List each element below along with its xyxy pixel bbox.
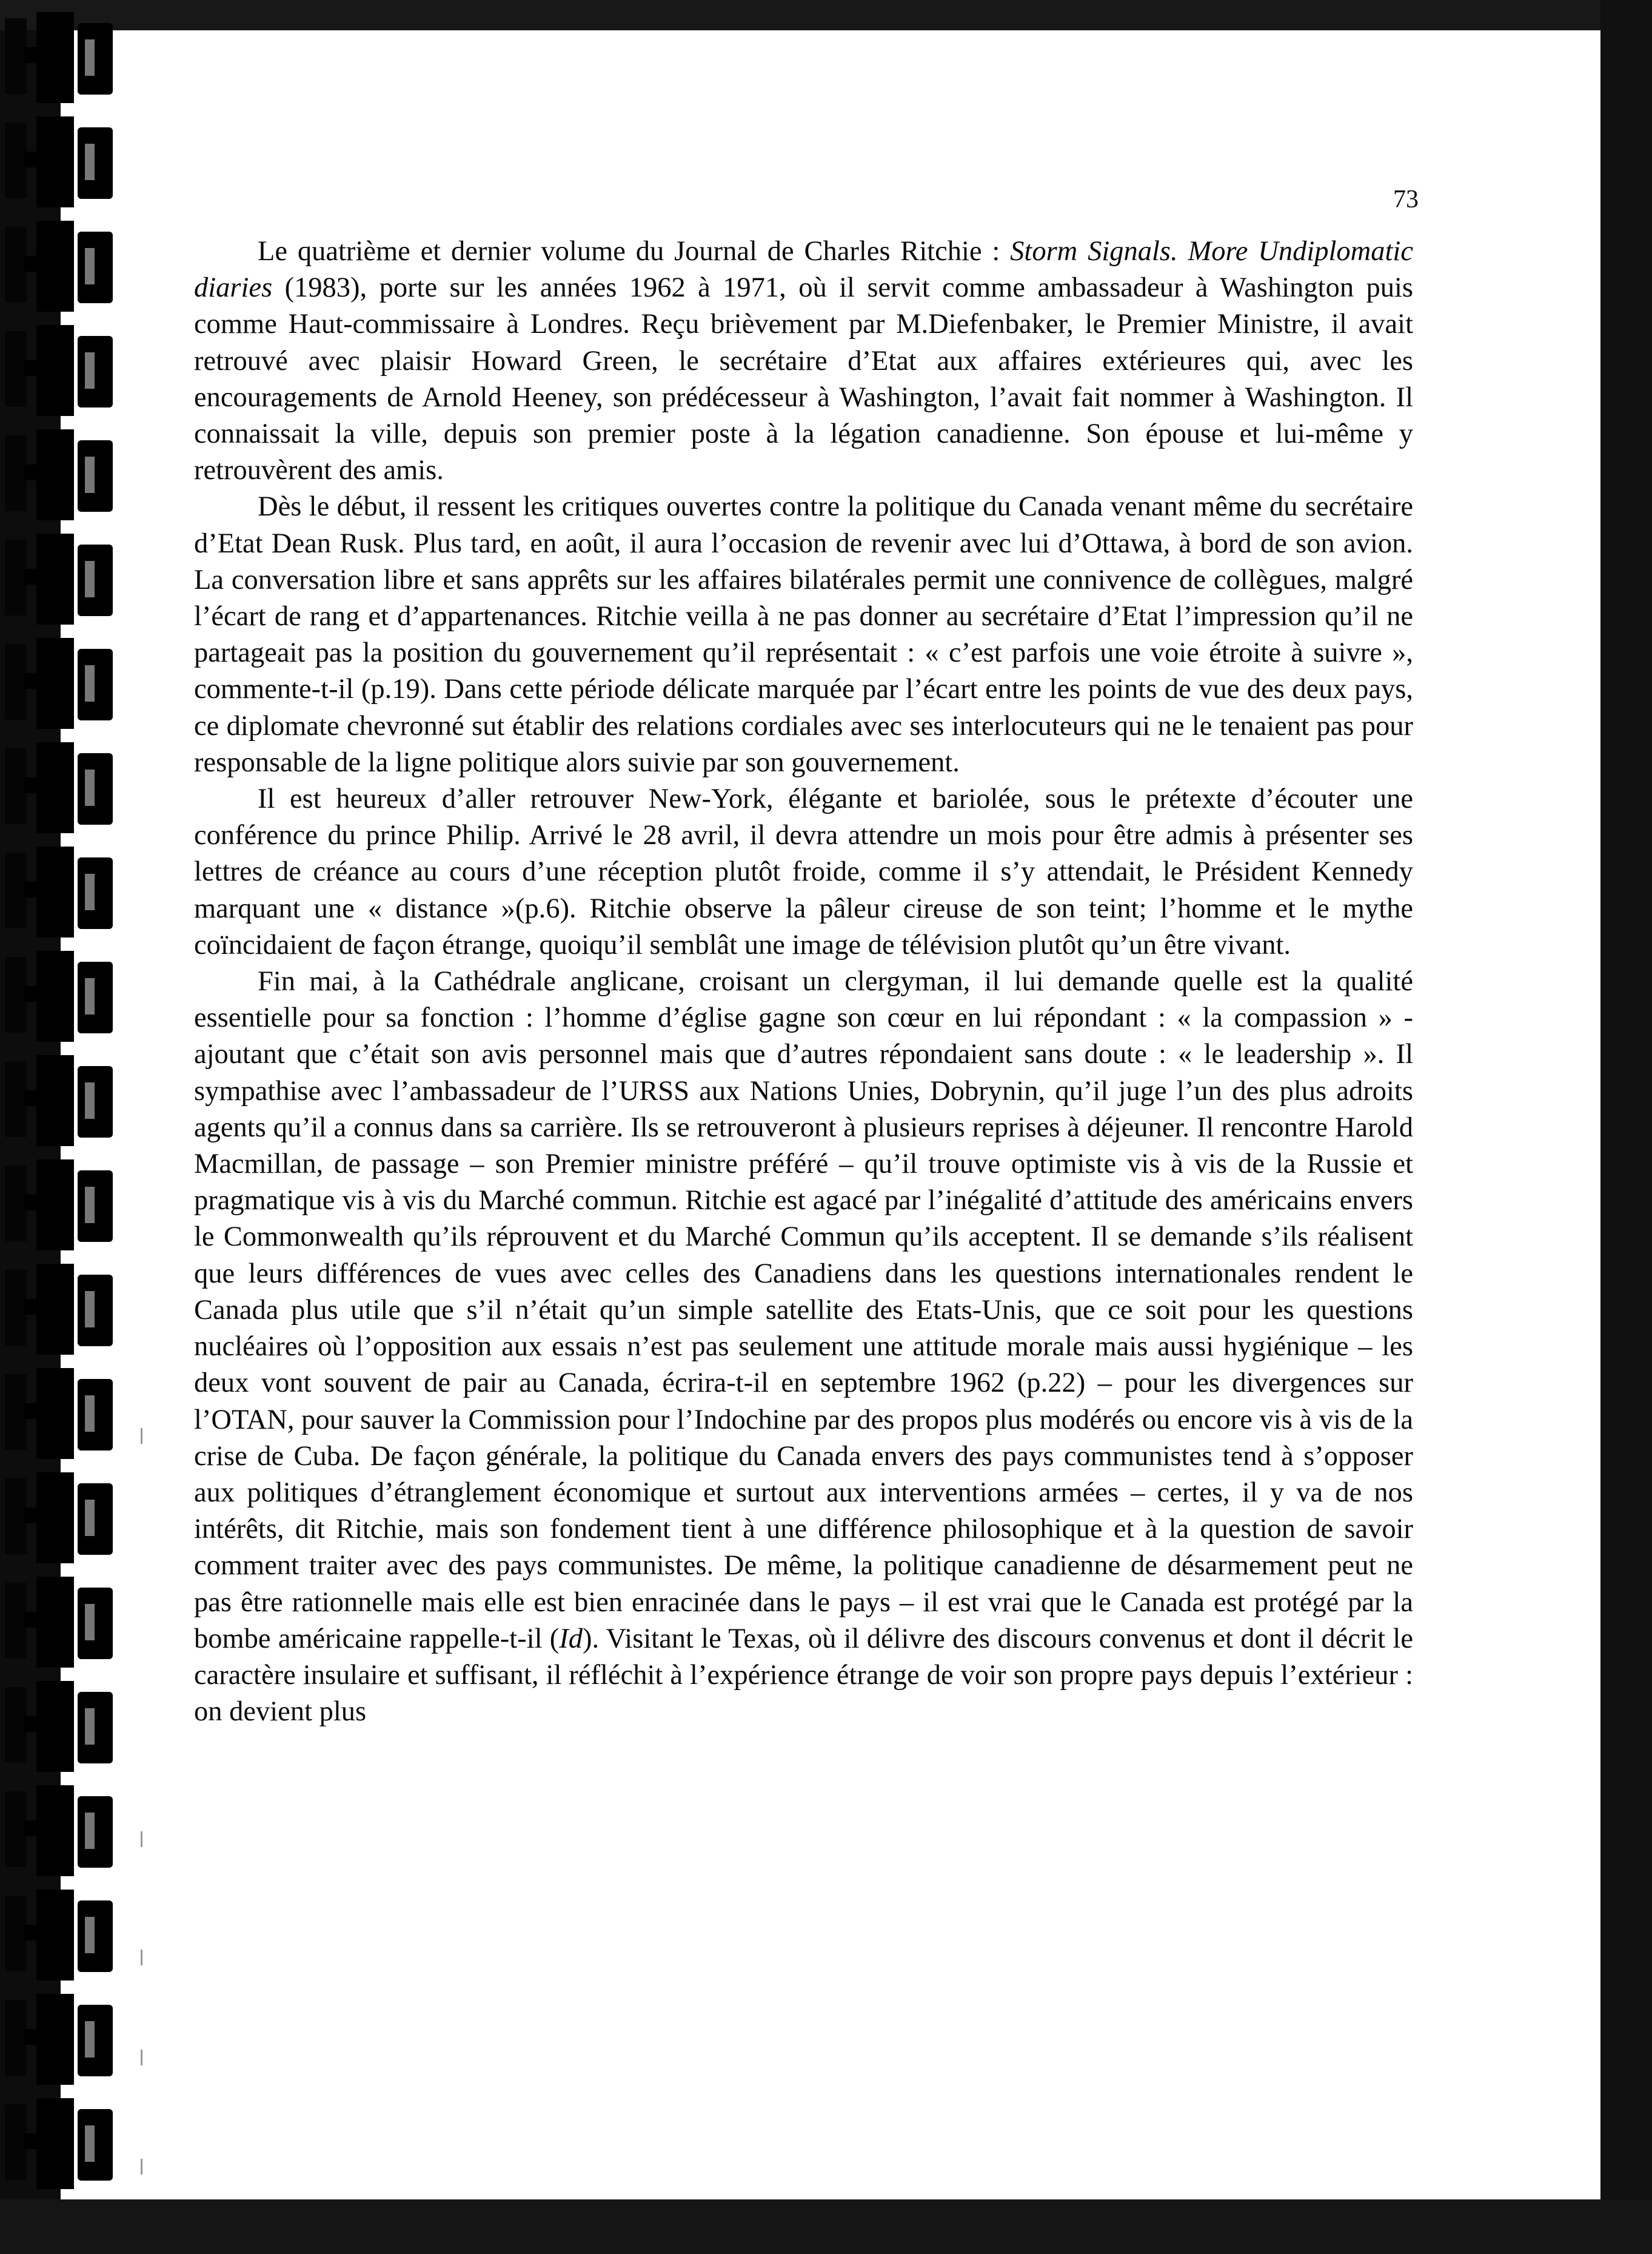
binding-ring-part <box>5 1791 27 1867</box>
binding-ring-part <box>85 1291 95 1327</box>
binding-ring-part <box>78 1275 113 1346</box>
binding-ring-part <box>85 770 95 806</box>
text-run: Dès le début, il ressent les critiques ouvertes contre la politique du Canada venant même du secrétaire d’Etat Dean Rusk. Plus tard, en août, il aura l’occasion de revenir avec lui d’Ottawa, à bord de son avion. La conversation libre et sans apprêts sur les affaires bilatérales permit une connivence de collègues, malgré l’écart de rang et d’appartenances. Ritchie veilla à ne pas donner au secrétaire d’Etat l’impression qu’il ne partageait pas la position du gouvernement qu’il représentait : « c’est parfois une voie étroite à suivre », commente-t-il (p.19). Dans cette période délicate marquée par l’écart entre les points de vue des deux pays, ce diplomate chevronné sut établir des relations cordiales avec ses interlocuteurs qui ne le tenaient pas pour responsable de la ligne politique alors suivie par son gouvernement. <box>194 491 1413 778</box>
binding-ring-part <box>24 47 42 63</box>
binding-ring-part <box>5 331 27 407</box>
binding-ring-part <box>78 649 113 720</box>
binding-ring-part <box>24 986 42 1002</box>
binding-ring-part <box>24 360 42 376</box>
text-run-italic: Id <box>559 1623 583 1654</box>
binding-ring-part <box>78 23 113 95</box>
text-run: Il est heureux d’aller retrouver New-York, élégante et bariolée, sous le prétexte d’écouter une conférence du prince Philip. Arrivé le 28 avril, il devra attendre un mois pour être admis à présenter ses lettres de créance au cours d’une réception plutôt froide, comme il s’y attendait, le Président Kennedy marquant une « distance »(p.6). Ritchie observe la pâleur cireuse de son teint; l’homme et le mythe coïncidaient de façon étrange, quoiqu’il semblât une image de télévision plutôt qu’un être vivant. <box>194 783 1413 961</box>
binding-ring-part <box>78 753 113 825</box>
binding-ring-part <box>78 440 113 512</box>
binding-ring-part <box>24 1925 42 1940</box>
binding-ring-part <box>5 2000 27 2076</box>
spiral-binding <box>0 0 139 2254</box>
binding-ring-part <box>5 853 27 928</box>
text-run: Fin mai, à la Cathédrale anglicane, croisant un clergyman, il lui demande quelle est la qualité essentielle pour sa fonction : l’homme d’église gagne son cœur en lui répondant : « la compassion » - ajoutant que c’était son avis personnel mais que d’autres répondaient sans doute : « le leadership ». Il sympathise avec l’ambassadeur de l’URSS aux Nations Unies, Dobrynin, qu’il juge l’un des plus adroits agents qu’il a connus dans sa carrière. Ils se retrouveront à plusieurs reprises à déjeuner. Il rencontre Harold Macmillan, de passage – son Premier ministre préféré – qu’il trouve optimiste vis à vis de la Russie et pragmatique vis à vis du Marché commun. Ritchie est agacé par l’inégalité d’attitude des américains envers le Commonwealth qu’ils réprouvent et du Marché Commun qu’ils acceptent. Il se demande s’ils réalisent que leurs différences de vues avec celles des Canadiens dans les questions internationales rendent le Canada plus utile que s’il n’était qu’un simple satellite des Etats-Unis, que ce soit pour les questions nucléaires où l’opposition aux essais n’est pas seulement une attitude morale mais aussi hygiénique – les deux vont souvent de pair au Canada, écrira-t-il en septembre 1962 (p.22) – pour les divergences sur l’OTAN, pour sauver la Commission pour l’Indochine par des propos plus modérés ou encore vis à vis de la crise de Cuba. De façon générale, la politique du Canada envers des pays communistes tend à s’opposer aux politiques d’étranglement économique et surtout aux interventions armées – certes, il y va de nos intérêts, dit Ritchie, mais son fondement tient à une différence philosophique et à la question de savoir comment traiter avec des pays communistes. De même, la politique canadienne de désarmement peut ne pas être rationnelle mais elle est bien enracinée dans le pays – il est vrai que le Canada est protégé par la bombe américaine rappelle-t-il ( <box>194 966 1413 1654</box>
scan-speck <box>141 1950 142 1965</box>
paragraph <box>194 489 1413 781</box>
binding-ring-part <box>5 957 27 1033</box>
binding-ring-part <box>85 1187 95 1223</box>
binding-ring-part <box>5 227 27 303</box>
scan-speck <box>141 2050 142 2065</box>
binding-ring <box>0 12 130 103</box>
binding-ring-part <box>85 1813 95 1849</box>
binding-ring-part <box>78 1692 113 1763</box>
binding-ring <box>0 534 130 625</box>
binding-ring-part <box>78 1796 113 1868</box>
binding-ring <box>0 1785 130 1876</box>
binding-ring-part <box>85 2125 95 2162</box>
text-run: (1983), porte sur les années 1962 à 1971, où il servit comme ambassadeur à Washington puis comme Haut-commissaire à Londres. Reçu brièvement par M.Diefenbaker, le Premier Ministre, il avait retrouvé avec plaisir Howard Green, le secrétaire d’Etat aux affaires extérieures qui, avec les encouragements de Arnold Heeney, son prédécesseur à Washington, l’avait fait nommer à Washington. Il connaissait la ville, depuis son premier poste à la légation canadienne. Son épouse et lui-même y retrouvèrent des amis. <box>194 272 1413 486</box>
binding-ring-part <box>78 1483 113 1555</box>
binding-ring-part <box>85 874 95 910</box>
binding-ring-part <box>85 1917 95 1953</box>
binding-ring <box>0 1681 130 1772</box>
binding-ring-part <box>85 561 95 597</box>
binding-ring-part <box>5 644 27 720</box>
binding-ring-part <box>78 1066 113 1138</box>
binding-ring <box>0 1472 130 1563</box>
binding-ring-part <box>24 1508 42 1523</box>
binding-ring <box>0 1577 130 1668</box>
binding-ring-part <box>78 857 113 929</box>
binding-ring <box>0 221 130 312</box>
binding-ring-part <box>78 1588 113 1659</box>
binding-ring-part <box>78 2109 113 2181</box>
scan-bottom-edge <box>0 2199 1652 2254</box>
binding-ring-part <box>5 1478 27 1554</box>
binding-ring <box>0 1055 130 1146</box>
binding-ring-part <box>24 2133 42 2149</box>
scan-top-edge <box>0 0 1652 30</box>
binding-ring-part <box>24 1612 42 1628</box>
binding-ring-part <box>78 232 113 303</box>
scan-speck <box>141 1831 142 1847</box>
paragraph <box>194 233 1413 489</box>
binding-ring-part <box>85 1708 95 1745</box>
binding-ring-part <box>85 2021 95 2058</box>
binding-ring-part <box>85 1500 95 1536</box>
binding-ring <box>0 951 130 1042</box>
binding-ring-part <box>24 569 42 585</box>
binding-ring-part <box>85 665 95 702</box>
text-run: Le quatrième et dernier volume du Journal de Charles Ritchie : <box>258 236 1011 267</box>
scan-speck <box>141 1428 142 1444</box>
binding-ring-part <box>5 540 27 615</box>
binding-ring-part <box>85 248 95 284</box>
binding-ring <box>0 429 130 520</box>
binding-ring-part <box>24 1090 42 1106</box>
binding-ring-part <box>5 1270 27 1346</box>
binding-ring-part <box>24 673 42 689</box>
binding-ring-part <box>5 2104 27 2180</box>
text-run-italic: Storm Signals. More Undiplomatic diaries <box>194 236 1413 304</box>
binding-ring-part <box>85 1604 95 1640</box>
binding-ring-part <box>5 435 27 511</box>
binding-ring-part <box>5 18 27 94</box>
binding-ring-part <box>78 1170 113 1242</box>
binding-ring-part <box>85 1082 95 1119</box>
paragraph <box>194 964 1413 1730</box>
binding-ring-part <box>85 144 95 180</box>
binding-ring-part <box>78 545 113 616</box>
binding-ring-part <box>85 1395 95 1432</box>
binding-ring-part <box>78 336 113 408</box>
binding-ring-part <box>24 1820 42 1836</box>
binding-ring-part <box>5 1374 27 1450</box>
binding-ring-part <box>5 1687 27 1763</box>
paragraph <box>194 781 1413 964</box>
binding-ring <box>0 2098 130 2189</box>
binding-ring-part <box>78 127 113 199</box>
binding-ring <box>0 116 130 207</box>
binding-ring-part <box>24 882 42 897</box>
binding-ring-part <box>78 962 113 1033</box>
binding-ring <box>0 1368 130 1459</box>
binding-ring-part <box>24 777 42 793</box>
binding-ring <box>0 1159 130 1250</box>
binding-ring <box>0 325 130 416</box>
binding-ring-part <box>5 748 27 824</box>
binding-ring-part <box>24 465 42 480</box>
binding-ring-part <box>78 1379 113 1451</box>
binding-ring-part <box>5 1166 27 1241</box>
binding-ring-part <box>85 39 95 76</box>
binding-ring-part <box>24 256 42 272</box>
binding-ring-part <box>24 1716 42 1732</box>
binding-ring <box>0 1890 130 1981</box>
binding-ring <box>0 847 130 937</box>
binding-ring-part <box>5 122 27 198</box>
binding-ring-part <box>5 1583 27 1659</box>
binding-ring-part <box>5 1061 27 1137</box>
binding-ring-part <box>5 1896 27 1971</box>
scan-right-edge <box>1600 0 1652 2254</box>
binding-ring-part <box>24 1299 42 1315</box>
text-run: ). Visitant le Texas, où il délivre des discours convenus et dont il décrit le caractère insulaire et suffisant, il réfléchit à l’expérience étrange de voir son propre pays depuis l’extérieur : on devient plus <box>194 1623 1413 1728</box>
page-number: 73 <box>1393 186 1419 213</box>
binding-ring-part <box>78 1900 113 1972</box>
binding-ring <box>0 1994 130 2085</box>
scan-speck <box>141 2159 142 2175</box>
body-text <box>194 233 1413 1730</box>
binding-ring-part <box>24 152 42 167</box>
binding-ring <box>0 742 130 833</box>
binding-ring-part <box>85 352 95 389</box>
binding-ring-part <box>24 1403 42 1419</box>
binding-ring-part <box>85 457 95 493</box>
binding-ring-part <box>24 1195 42 1210</box>
binding-ring-part <box>85 978 95 1015</box>
binding-ring-part <box>24 2029 42 2045</box>
binding-ring-part <box>78 2005 113 2076</box>
binding-ring <box>0 638 130 729</box>
binding-ring <box>0 1264 130 1355</box>
